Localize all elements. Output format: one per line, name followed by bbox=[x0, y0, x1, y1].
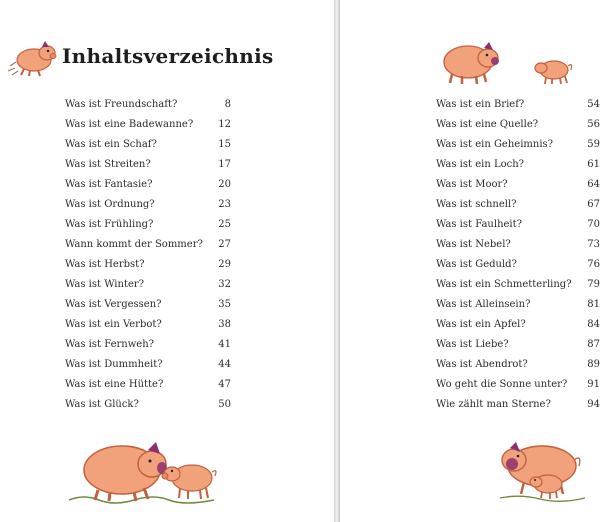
toc-page-number: 32 bbox=[218, 279, 231, 290]
toc-row bbox=[436, 179, 600, 199]
toc-row bbox=[436, 379, 600, 399]
toc-row bbox=[436, 299, 600, 319]
toc-page-number: 20 bbox=[218, 179, 231, 190]
toc-entry-title: Was ist Freundschaft? bbox=[65, 99, 178, 110]
toc-row bbox=[65, 159, 231, 179]
toc-entry-title: Was ist Abendrot? bbox=[436, 359, 528, 370]
toc-page-number: 64 bbox=[587, 179, 600, 190]
toc-row bbox=[436, 199, 600, 219]
toc-row bbox=[65, 239, 231, 259]
toc-row bbox=[436, 99, 600, 119]
toc-entry-title: Was ist ein Schmetterling? bbox=[436, 279, 572, 290]
toc-row bbox=[65, 139, 231, 159]
toc-row bbox=[65, 399, 231, 419]
toc-row bbox=[65, 219, 231, 239]
toc-entry-title: Was ist ein Schaf? bbox=[65, 139, 157, 150]
toc-row bbox=[65, 299, 231, 319]
toc-entry-title: Was ist ein Verbot? bbox=[65, 319, 162, 330]
toc-row bbox=[436, 319, 600, 339]
toc-row bbox=[65, 99, 231, 119]
toc-row bbox=[436, 119, 600, 139]
toc-page-number: 76 bbox=[587, 259, 600, 270]
toc-entry-title: Wo geht die Sonne unter? bbox=[436, 379, 568, 390]
toc-page-number: 27 bbox=[218, 239, 231, 250]
toc-entry-title: Was ist Herbst? bbox=[65, 259, 145, 270]
toc-page-number: 87 bbox=[587, 339, 600, 350]
toc-entry-title: Was ist ein Brief? bbox=[436, 99, 525, 110]
toc-entry-title: Was ist Vergessen? bbox=[65, 299, 162, 310]
toc-entry-title: Was ist Fernweh? bbox=[65, 339, 155, 350]
toc-page-number: 50 bbox=[218, 399, 231, 410]
toc-row bbox=[65, 339, 231, 359]
toc-row bbox=[65, 179, 231, 199]
toc-list-right bbox=[436, 99, 600, 419]
toc-page-number: 15 bbox=[218, 139, 231, 150]
toc-entry-title: Was ist Dummheit? bbox=[65, 359, 163, 370]
toc-entry-title: Was ist ein Apfel? bbox=[436, 319, 526, 330]
toc-page-number: 91 bbox=[587, 379, 600, 390]
toc-page-number: 8 bbox=[224, 99, 231, 110]
toc-row bbox=[436, 259, 600, 279]
toc-row bbox=[65, 199, 231, 219]
toc-row bbox=[436, 159, 600, 179]
toc-entry-title: Wie zählt man Sterne? bbox=[436, 399, 551, 410]
toc-entry-title: Wann kommt der Sommer? bbox=[65, 239, 203, 250]
toc-row bbox=[436, 359, 600, 379]
toc-row bbox=[65, 319, 231, 339]
toc-page-number: 54 bbox=[587, 99, 600, 110]
toc-row bbox=[436, 279, 600, 299]
toc-entry-title: Was ist Alleinsein? bbox=[436, 299, 531, 310]
toc-entry-title: Was ist Ordnung? bbox=[65, 199, 155, 210]
toc-page-number: 29 bbox=[218, 259, 231, 270]
toc-row bbox=[65, 279, 231, 299]
toc-page-number: 44 bbox=[218, 359, 231, 370]
toc-page-number: 47 bbox=[218, 379, 231, 390]
toc-page-number: 81 bbox=[587, 299, 600, 310]
toc-page-number: 38 bbox=[218, 319, 231, 330]
toc-row bbox=[436, 139, 600, 159]
toc-entry-title: Was ist Streiten? bbox=[65, 159, 151, 170]
toc-entry-title: Was ist eine Hütte? bbox=[65, 379, 164, 390]
toc-entry-title: Was ist Fantasie? bbox=[65, 179, 153, 190]
pig-and-piglet-illustration bbox=[64, 428, 224, 506]
toc-row bbox=[65, 259, 231, 279]
toc-entry-title: Was ist Geduld? bbox=[436, 259, 517, 270]
toc-page-number: 35 bbox=[218, 299, 231, 310]
toc-row bbox=[65, 359, 231, 379]
toc-entry-title: Was ist Nebel? bbox=[436, 239, 511, 250]
toc-page-number: 41 bbox=[218, 339, 231, 350]
toc-page-number: 61 bbox=[587, 159, 600, 170]
toc-page-number: 73 bbox=[587, 239, 600, 250]
toc-row bbox=[436, 219, 600, 239]
toc-entry-title: Was ist schnell? bbox=[436, 199, 517, 210]
toc-page-number: 70 bbox=[587, 219, 600, 230]
toc-entry-title: Was ist eine Quelle? bbox=[436, 119, 539, 130]
toc-page-number: 17 bbox=[218, 159, 231, 170]
two-pigs-illustration bbox=[440, 38, 576, 88]
toc-entry-title: Was ist Moor? bbox=[436, 179, 508, 190]
toc-entry-title: Was ist ein Geheimnis? bbox=[436, 139, 554, 150]
toc-page-number: 89 bbox=[587, 359, 600, 370]
toc-page-number: 12 bbox=[218, 119, 231, 130]
toc-row bbox=[436, 339, 600, 359]
toc-entry-title: Was ist eine Badewanne? bbox=[65, 119, 194, 130]
toc-page-number: 25 bbox=[218, 219, 231, 230]
right-page bbox=[340, 0, 600, 522]
toc-page-number: 84 bbox=[587, 319, 600, 330]
toc-page-number: 56 bbox=[587, 119, 600, 130]
toc-entry-title: Was ist Frühling? bbox=[65, 219, 154, 230]
toc-row bbox=[436, 399, 600, 419]
toc-page-number: 94 bbox=[587, 399, 600, 410]
toc-entry-title: Was ist Glück? bbox=[65, 399, 139, 410]
toc-entry-title: Was ist Faulheit? bbox=[436, 219, 523, 230]
toc-page-number: 59 bbox=[587, 139, 600, 150]
toc-list-left bbox=[65, 99, 231, 419]
toc-row bbox=[65, 119, 231, 139]
toc-row bbox=[436, 239, 600, 259]
toc-row bbox=[65, 379, 231, 399]
toc-page-number: 67 bbox=[587, 199, 600, 210]
page-title: Inhaltsverzeichnis bbox=[62, 44, 274, 68]
toc-entry-title: Was ist ein Loch? bbox=[436, 159, 525, 170]
toc-entry-title: Was ist Liebe? bbox=[436, 339, 509, 350]
flying-pig-illustration bbox=[6, 38, 58, 78]
mother-pig-with-piglet-illustration bbox=[490, 436, 590, 502]
toc-page-number: 23 bbox=[218, 199, 231, 210]
toc-page-number: 79 bbox=[587, 279, 600, 290]
toc-entry-title: Was ist Winter? bbox=[65, 279, 145, 290]
